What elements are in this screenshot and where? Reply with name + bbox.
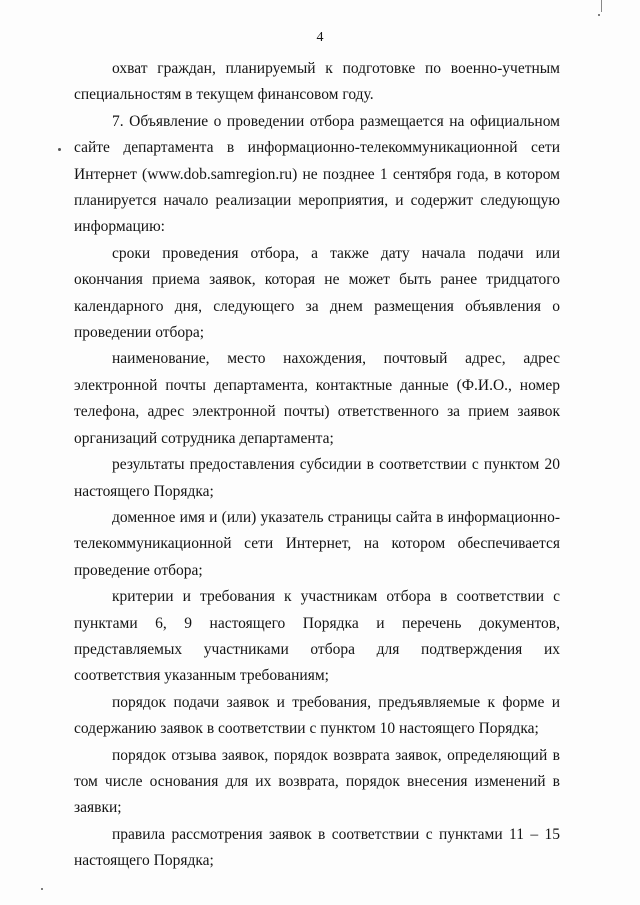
paragraph: 7. Объявление о проведении отбора размещается на официальном сайте департамента в информационно-телекоммуникационной сети Интернет (www.dob.samregion.ru) не позднее 1 сентября года, в котором планируется начало реализации мероприятия, и содержит следующую информацию: [74, 112, 560, 236]
paragraph: результаты предоставления субсидии в соответствии с пунктом 20 настоящего Порядка; [74, 456, 560, 500]
scan-speck [598, 14, 600, 16]
paragraph: доменное имя и (или) указатель страницы сайта в информационно-телекоммуникационной сети Интернет, на котором обеспечивается проведение отбора; [74, 508, 560, 579]
scan-speck [58, 148, 61, 151]
scan-mark [601, 0, 602, 12]
paragraph: охват граждан, планируемый к подготовке по военно-учетным специальностям в текущем финансовом году. [74, 60, 560, 104]
scan-speck [41, 888, 43, 890]
document-body [74, 56, 560, 875]
paragraph: сроки проведения отбора, а также дату начала подачи или окончания приема заявок, которая не может быть ранее тридцатого календарного дня, следующего за днем размещения объявления о проведении отбора; [74, 244, 560, 342]
paragraph: правила рассмотрения заявок в соответствии с пунктами 11 – 15 настоящего Порядка; [74, 825, 560, 870]
page-number: 4 [316, 30, 324, 45]
paragraph: порядок отзыва заявок, порядок возврата заявок, определяющий в том числе основания для их возврата, порядок внесения изменений в заявки; [74, 746, 560, 817]
paragraph: наименование, место нахождения, почтовый адрес, адрес электронной почты департамента, контактные данные (Ф.И.О., номер телефона, адрес электронной почты) ответственного за прием заявок организаций сотрудника департамента; [74, 350, 560, 447]
paragraph: критерии и требования к участникам отбора в соответствии с пунктами 6, 9 настоящего Порядка и перечень документов, представляемых участниками отбора для подтверждения их соответствия указанным требованиям; [74, 588, 560, 685]
paragraph: порядок подачи заявок и требования, предъявляемые к форме и содержанию заявок в соответствии с пунктом 10 настоящего Порядка; [74, 693, 560, 738]
